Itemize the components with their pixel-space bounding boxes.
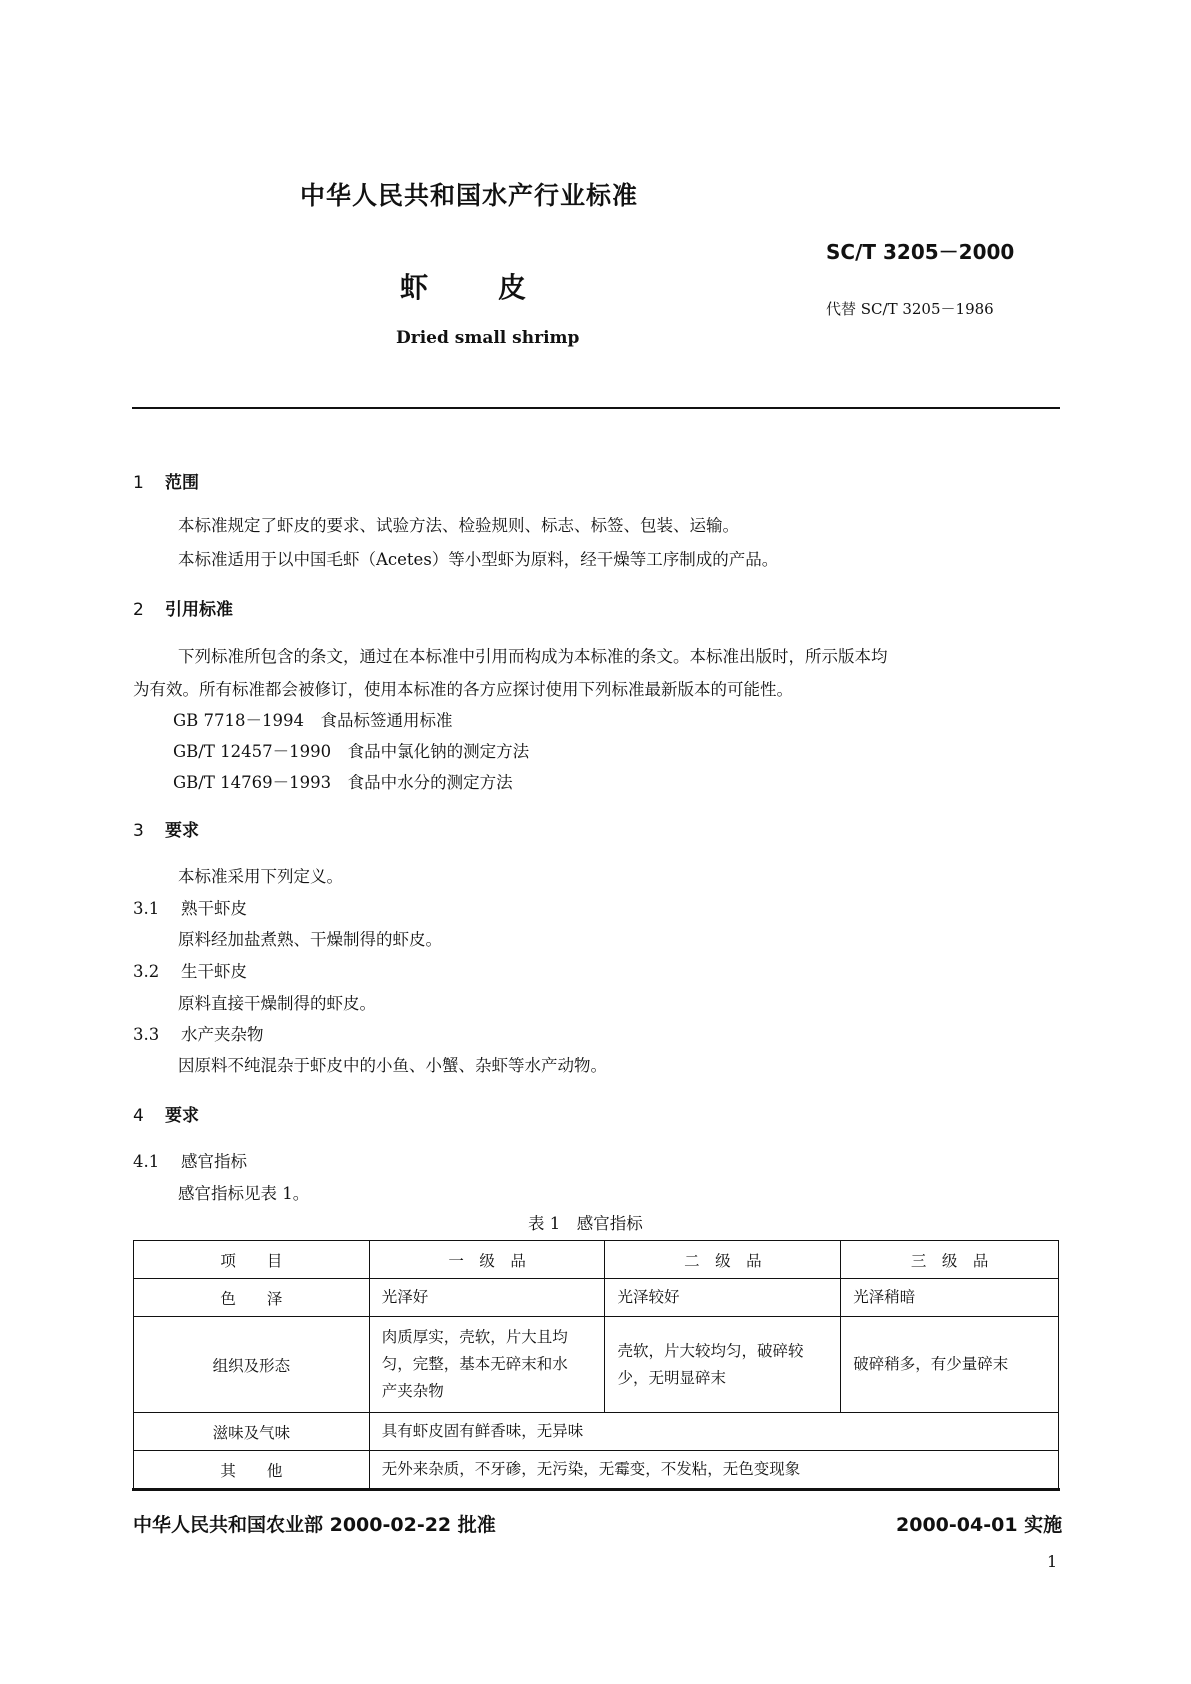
definition-term <box>133 895 247 919</box>
standard-number-text: SC/T 3205－2000 <box>826 240 1015 264</box>
definition-term <box>133 958 247 982</box>
section-4-title: 要求 <box>165 1106 199 1126</box>
title-char-2: 皮 <box>498 271 529 304</box>
section-2-para-2: 为有效。所有标准都会被修订，使用本标准的各方应探讨使用下列标准最新版本的可能性。 <box>133 680 793 699</box>
definition-number: 3.3 <box>133 1025 160 1044</box>
section-4-heading <box>133 1101 199 1126</box>
definition-text: 原料经加盐煮熟、干燥制得的虾皮。 <box>178 930 442 949</box>
sensory-index-table <box>133 1240 1059 1489</box>
section-2-heading <box>133 595 233 620</box>
row-label: 滋味及气味 <box>134 1413 370 1451</box>
section-3-title: 要求 <box>165 821 199 841</box>
table-cell: 光泽好 <box>369 1279 605 1317</box>
section-1-para-2: 本标准适用于以中国毛虾（Acetes）等小型虾为原料，经干燥等工序制成的产品。 <box>178 550 779 569</box>
section-1-number: 1 <box>133 473 144 493</box>
reference-item: GB/T 12457－1990 食品中氯化钠的测定方法 <box>173 742 530 761</box>
table-header-cell: 项 目 <box>134 1241 370 1279</box>
document-title <box>400 266 528 306</box>
table-header-cell: 三 级 品 <box>841 1241 1059 1279</box>
section-2-title: 引用标准 <box>165 600 233 620</box>
definition-term-text: 水产夹杂物 <box>181 1025 264 1044</box>
subsection-number: 4.1 <box>133 1152 160 1171</box>
table-cell: 光泽较好 <box>605 1279 841 1317</box>
header-divider <box>132 407 1060 409</box>
subsection-4-1-heading <box>133 1148 247 1172</box>
standard-category: 中华人民共和国水产行业标准 <box>300 181 639 210</box>
english-title: Dried small shrimp <box>396 328 580 348</box>
cell-line: 产夹杂物 <box>381 1382 444 1400</box>
section-3-intro: 本标准采用下列定义。 <box>178 867 343 886</box>
definition-term-text: 熟干虾皮 <box>181 899 247 918</box>
table-header-cell: 一 级 品 <box>369 1241 605 1279</box>
cell-line: 肉质厚实，壳软，片大且均 <box>381 1328 568 1346</box>
table-cell: 无外来杂质，不牙碜，无污染，无霉变，不发粘，无色变现象 <box>369 1451 1058 1489</box>
row-label: 色 泽 <box>134 1279 370 1317</box>
table-caption: 表 1 感官指标 <box>528 1214 643 1233</box>
footer-divider <box>132 1488 1060 1491</box>
effective-date: 2000-04-01 实施 <box>896 1514 1063 1536</box>
definition-term-text: 生干虾皮 <box>181 962 247 981</box>
replaces-standard: 代替 SC/T 3205－1986 <box>826 300 994 318</box>
cell-line: 少，无明显碎末 <box>617 1368 726 1387</box>
table-cell: 具有虾皮固有鲜香味，无异味 <box>369 1413 1058 1451</box>
row-label: 其 他 <box>134 1451 370 1489</box>
cell-line: 匀，完整，基本无碎末和水 <box>381 1355 568 1373</box>
definition-text: 原料直接干燥制得的虾皮。 <box>178 994 376 1013</box>
page-number: 1 <box>1047 1552 1058 1571</box>
row-label: 组织及形态 <box>134 1317 370 1413</box>
definition-number: 3.1 <box>133 899 160 918</box>
cell-line: 壳软，片大较均匀，破碎较 <box>617 1341 804 1360</box>
reference-item: GB/T 14769－1993 食品中水分的测定方法 <box>173 773 513 792</box>
section-1-para-1: 本标准规定了虾皮的要求、试验方法、检验规则、标志、标签、包装、运输。 <box>178 516 739 535</box>
table-cell <box>605 1317 841 1413</box>
section-1-title: 范围 <box>165 473 199 493</box>
table-header-cell: 二 级 品 <box>605 1241 841 1279</box>
subsection-4-1-text: 感官指标见表 1。 <box>178 1184 310 1203</box>
definition-term <box>133 1021 264 1045</box>
table-cell <box>369 1317 605 1413</box>
section-1-heading <box>133 468 199 493</box>
section-3-heading <box>133 816 199 841</box>
section-2-number: 2 <box>133 600 144 620</box>
standard-number <box>826 236 1014 265</box>
section-3-number: 3 <box>133 821 144 841</box>
table-row <box>134 1279 1059 1317</box>
table-cell: 破碎稍多，有少量碎末 <box>841 1317 1059 1413</box>
table-cell: 光泽稍暗 <box>841 1279 1059 1317</box>
table-header-row <box>134 1241 1059 1279</box>
title-char-1: 虾 <box>400 271 431 304</box>
reference-item: GB 7718－1994 食品标签通用标准 <box>173 711 453 730</box>
section-4-number: 4 <box>133 1106 144 1126</box>
definition-text: 因原料不纯混杂于虾皮中的小鱼、小蟹、杂虾等水产动物。 <box>178 1056 607 1075</box>
subsection-title: 感官指标 <box>181 1152 247 1171</box>
table-row <box>134 1317 1059 1413</box>
table-row <box>134 1451 1059 1489</box>
approval-line: 中华人民共和国农业部 2000-02-22 批准 <box>133 1514 496 1536</box>
section-2-para-1: 下列标准所包含的条文，通过在本标准中引用而构成为本标准的条文。本标准出版时，所示版本均 <box>178 647 888 666</box>
table-row <box>134 1413 1059 1451</box>
definition-number: 3.2 <box>133 962 160 981</box>
